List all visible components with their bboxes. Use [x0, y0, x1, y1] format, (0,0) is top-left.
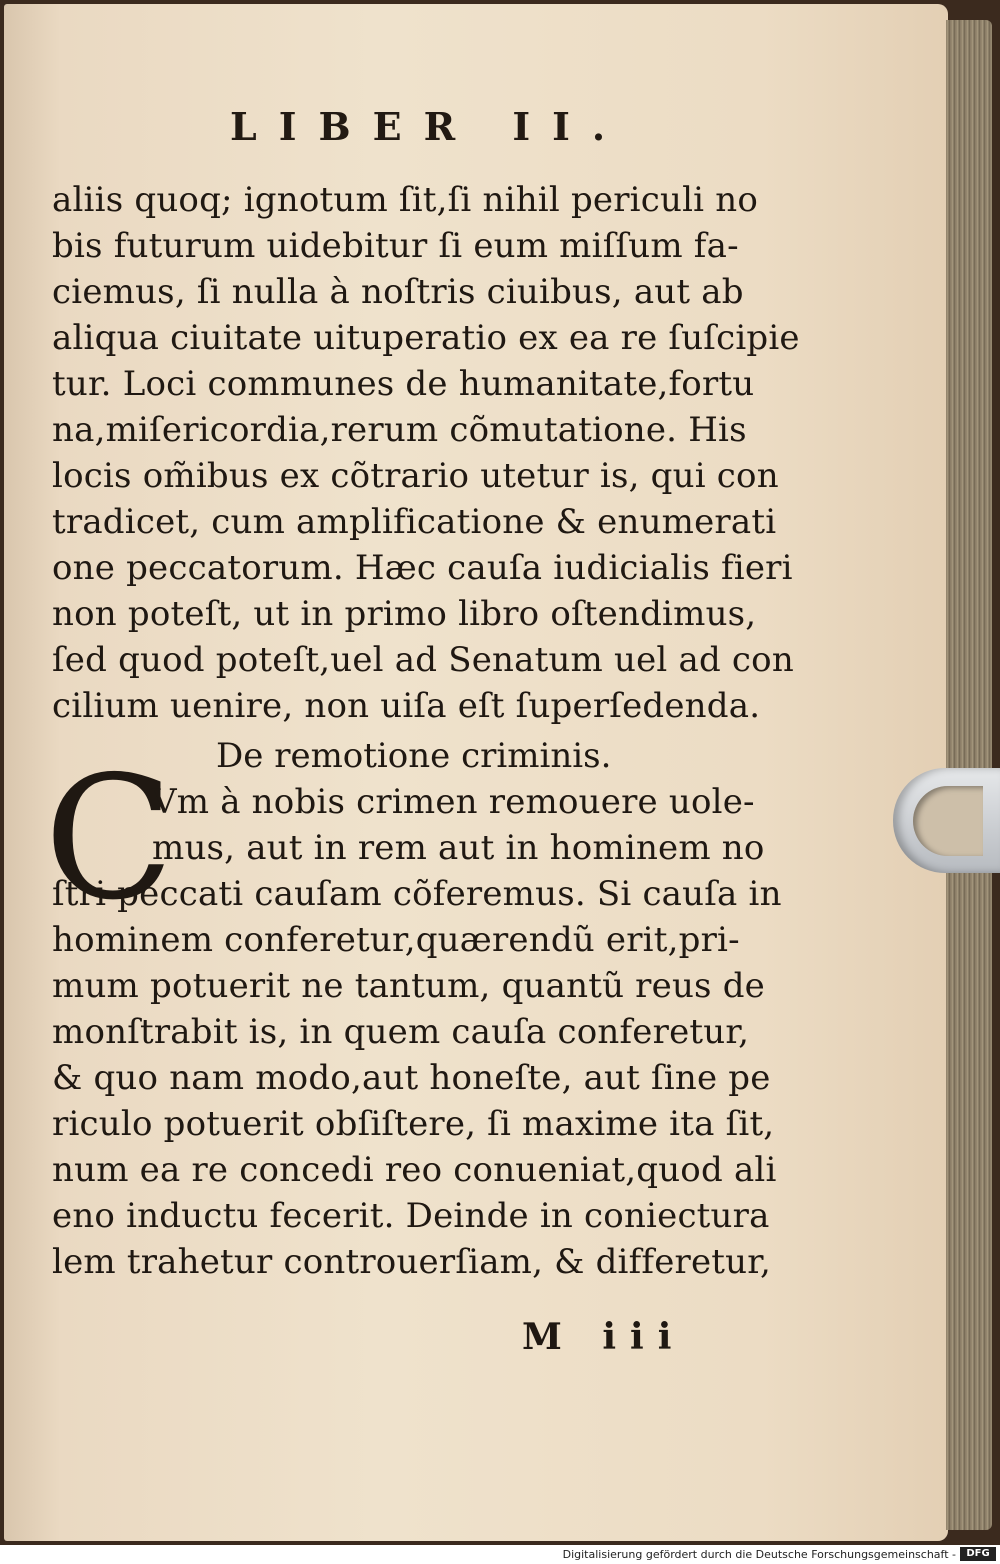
text-line: one peccatorum. Hæc cauſa iudicialis fieri [52, 548, 793, 588]
text-line: bis futurum uidebitur ſi eum miſſum fa- [52, 226, 739, 266]
running-head: LIBER II. [230, 104, 628, 149]
text-line: non poteſt, ut in primo libro oſtendimus, [52, 594, 757, 634]
text-line: ciemus, ſi nulla à noſtris ciuibus, aut ab [52, 272, 744, 312]
text-line: aliqua ciuitate uituperatio ex ea re ſuſcipie [52, 318, 800, 358]
text-line: monſtrabit is, in quem cauſa conferetur, [52, 1012, 750, 1052]
text-line: cilium uenire, non uiſa eſt ſuperſedenda. [52, 686, 761, 726]
digitization-credit: Digitalisierung gefördert durch die Deutsche Forschungsgemeinschaft - [562, 1548, 956, 1561]
text-line: aliis quoq; ignotum ſit,ſi nihil periculi no [52, 180, 759, 220]
text-line: riculo potuerit obſiſtere, ſi maxime ita ſit, [52, 1104, 775, 1144]
text-line: mum potuerit ne tantum, quantũ reus de [52, 966, 765, 1006]
book-clasp [893, 768, 1000, 873]
text-line: ſed quod poteſt,uel ad Senatum uel ad con [52, 640, 794, 680]
text-line: tur. Loci communes de humanitate,fortu [52, 364, 755, 404]
signature-mark: M iii [522, 1316, 686, 1358]
text-line: ſtri peccati cauſam cõferemus. Si cauſa in [52, 874, 782, 914]
text-line: hominem conferetur,quærendũ erit,pri- [52, 920, 740, 960]
section-heading: De remotione criminis. [216, 736, 612, 776]
drop-cap: C [44, 740, 175, 938]
text-line: mus, aut in rem aut in hominem no [152, 828, 765, 868]
dfg-logo-icon: DFG [960, 1547, 996, 1561]
clasp-opening [913, 786, 983, 856]
text-line: & quo nam modo,aut honeſte, aut ſine pe [52, 1058, 771, 1098]
text-line: locis om̃ibus ex cõtrario utetur is, qui con [52, 456, 779, 496]
text-line: lem trahetur controuerſiam, & differetur, [52, 1242, 771, 1282]
text-line: Vm à nobis crimen remouere uole- [152, 782, 755, 822]
text-line: tradicet, cum amplificatione & enumerati [52, 502, 777, 542]
text-line: eno inductu fecerit. Deinde in coniectura [52, 1196, 770, 1236]
text-line: na,miſericordia,rerum cõmutatione. His [52, 410, 747, 450]
text-line: num ea re concedi reo conueniat,quod ali [52, 1150, 777, 1190]
